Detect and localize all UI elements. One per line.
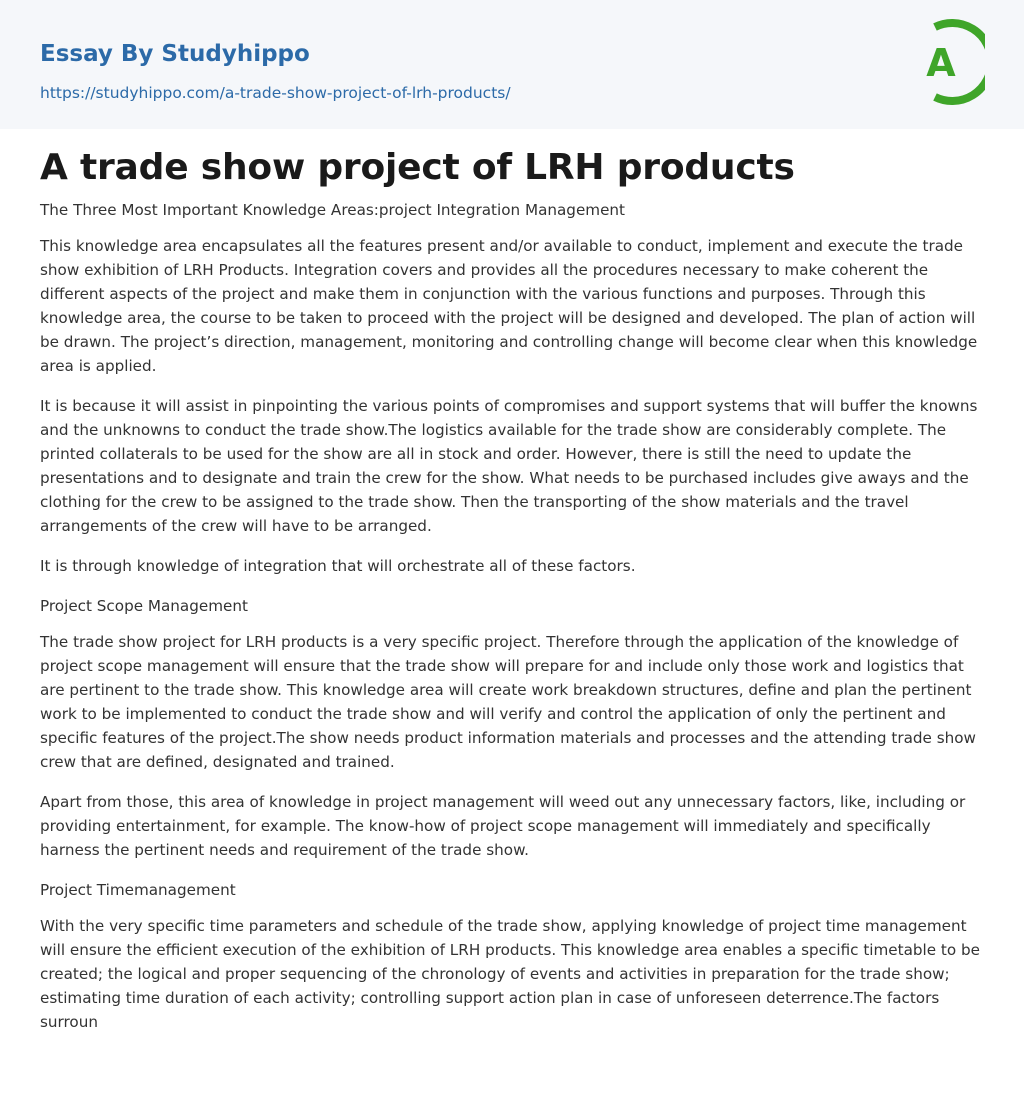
page-title: A trade show project of LRH products xyxy=(40,147,795,188)
paragraph: It is through knowledge of integration that will orchestrate all of these factors. xyxy=(40,557,636,575)
article-body xyxy=(40,198,984,1050)
studyhippo-logo-icon[interactable] xyxy=(913,19,985,105)
brand-title: Essay By Studyhippo xyxy=(40,41,310,67)
section-heading: The Three Most Important Knowledge Areas:project Integration Management xyxy=(40,201,626,219)
paragraph: With the very specific time parameters and schedule of the trade show, applying knowledge of project time management will ensure the efficient execution of the exhibition of LRH products. This knowledge area enables a specific timetable to be created; the logical and proper sequencing of the chronology of events and activities in preparation for the trade show; estimating time duration of each activity; controlling support action plan in case of unforeseen deterrence.The factors surroun xyxy=(40,917,980,1031)
section-heading: Project Scope Management xyxy=(40,597,248,615)
logo-letter: A xyxy=(926,41,956,85)
essay-url-link[interactable]: https://studyhippo.com/a-trade-show-project-of-lrh-products/ xyxy=(40,84,511,102)
paragraph: This knowledge area encapsulates all the features present and/or available to conduct, implement and execute the trade show exhibition of LRH Products. Integration covers and provides all the procedures necessary to make coherent the different aspects of the project and make them in conjunction with the various functions and purposes. Through this knowledge area, the course to be taken to proceed with the project will be designed and developed. The plan of action will be drawn. The project’s direction, management, monitoring and controlling change will become clear when this knowledge area is applied. xyxy=(40,237,978,375)
paragraph: It is because it will assist in pinpointing the various points of compromises and support systems that will buffer the knowns and the unknowns to conduct the trade show.The logistics available for the trade show are considerably complete. The printed collaterals to be used for the show are all in stock and order. However, there is still the need to update the presentations and to designate and train the crew for the show. What needs to be purchased includes give aways and the clothing for the crew to be assigned to the trade show. Then the transporting of the show materials and the travel arrangements of the crew will have to be arranged. xyxy=(40,397,978,535)
paragraph: The trade show project for LRH products is a very specific project. Therefore through the application of the knowledge of project scope management will ensure that the trade show will prepare for and include only those work and logistics that are pertinent to the trade show. This knowledge area will create work breakdown structures, define and plan the pertinent work to be implemented to conduct the trade show and will verify and control the application of only the pertinent and specific features of the project.The show needs product information materials and processes and the attending trade show crew that are defined, designated and trained. xyxy=(40,633,976,771)
paragraph: Apart from those, this area of knowledge in project management will weed out any unnecessary factors, like, including or providing entertainment, for example. The know-how of project scope management will immediately and specifically harness the pertinent needs and requirement of the trade show. xyxy=(40,793,966,859)
section-heading: Project Timemanagement xyxy=(40,881,236,899)
